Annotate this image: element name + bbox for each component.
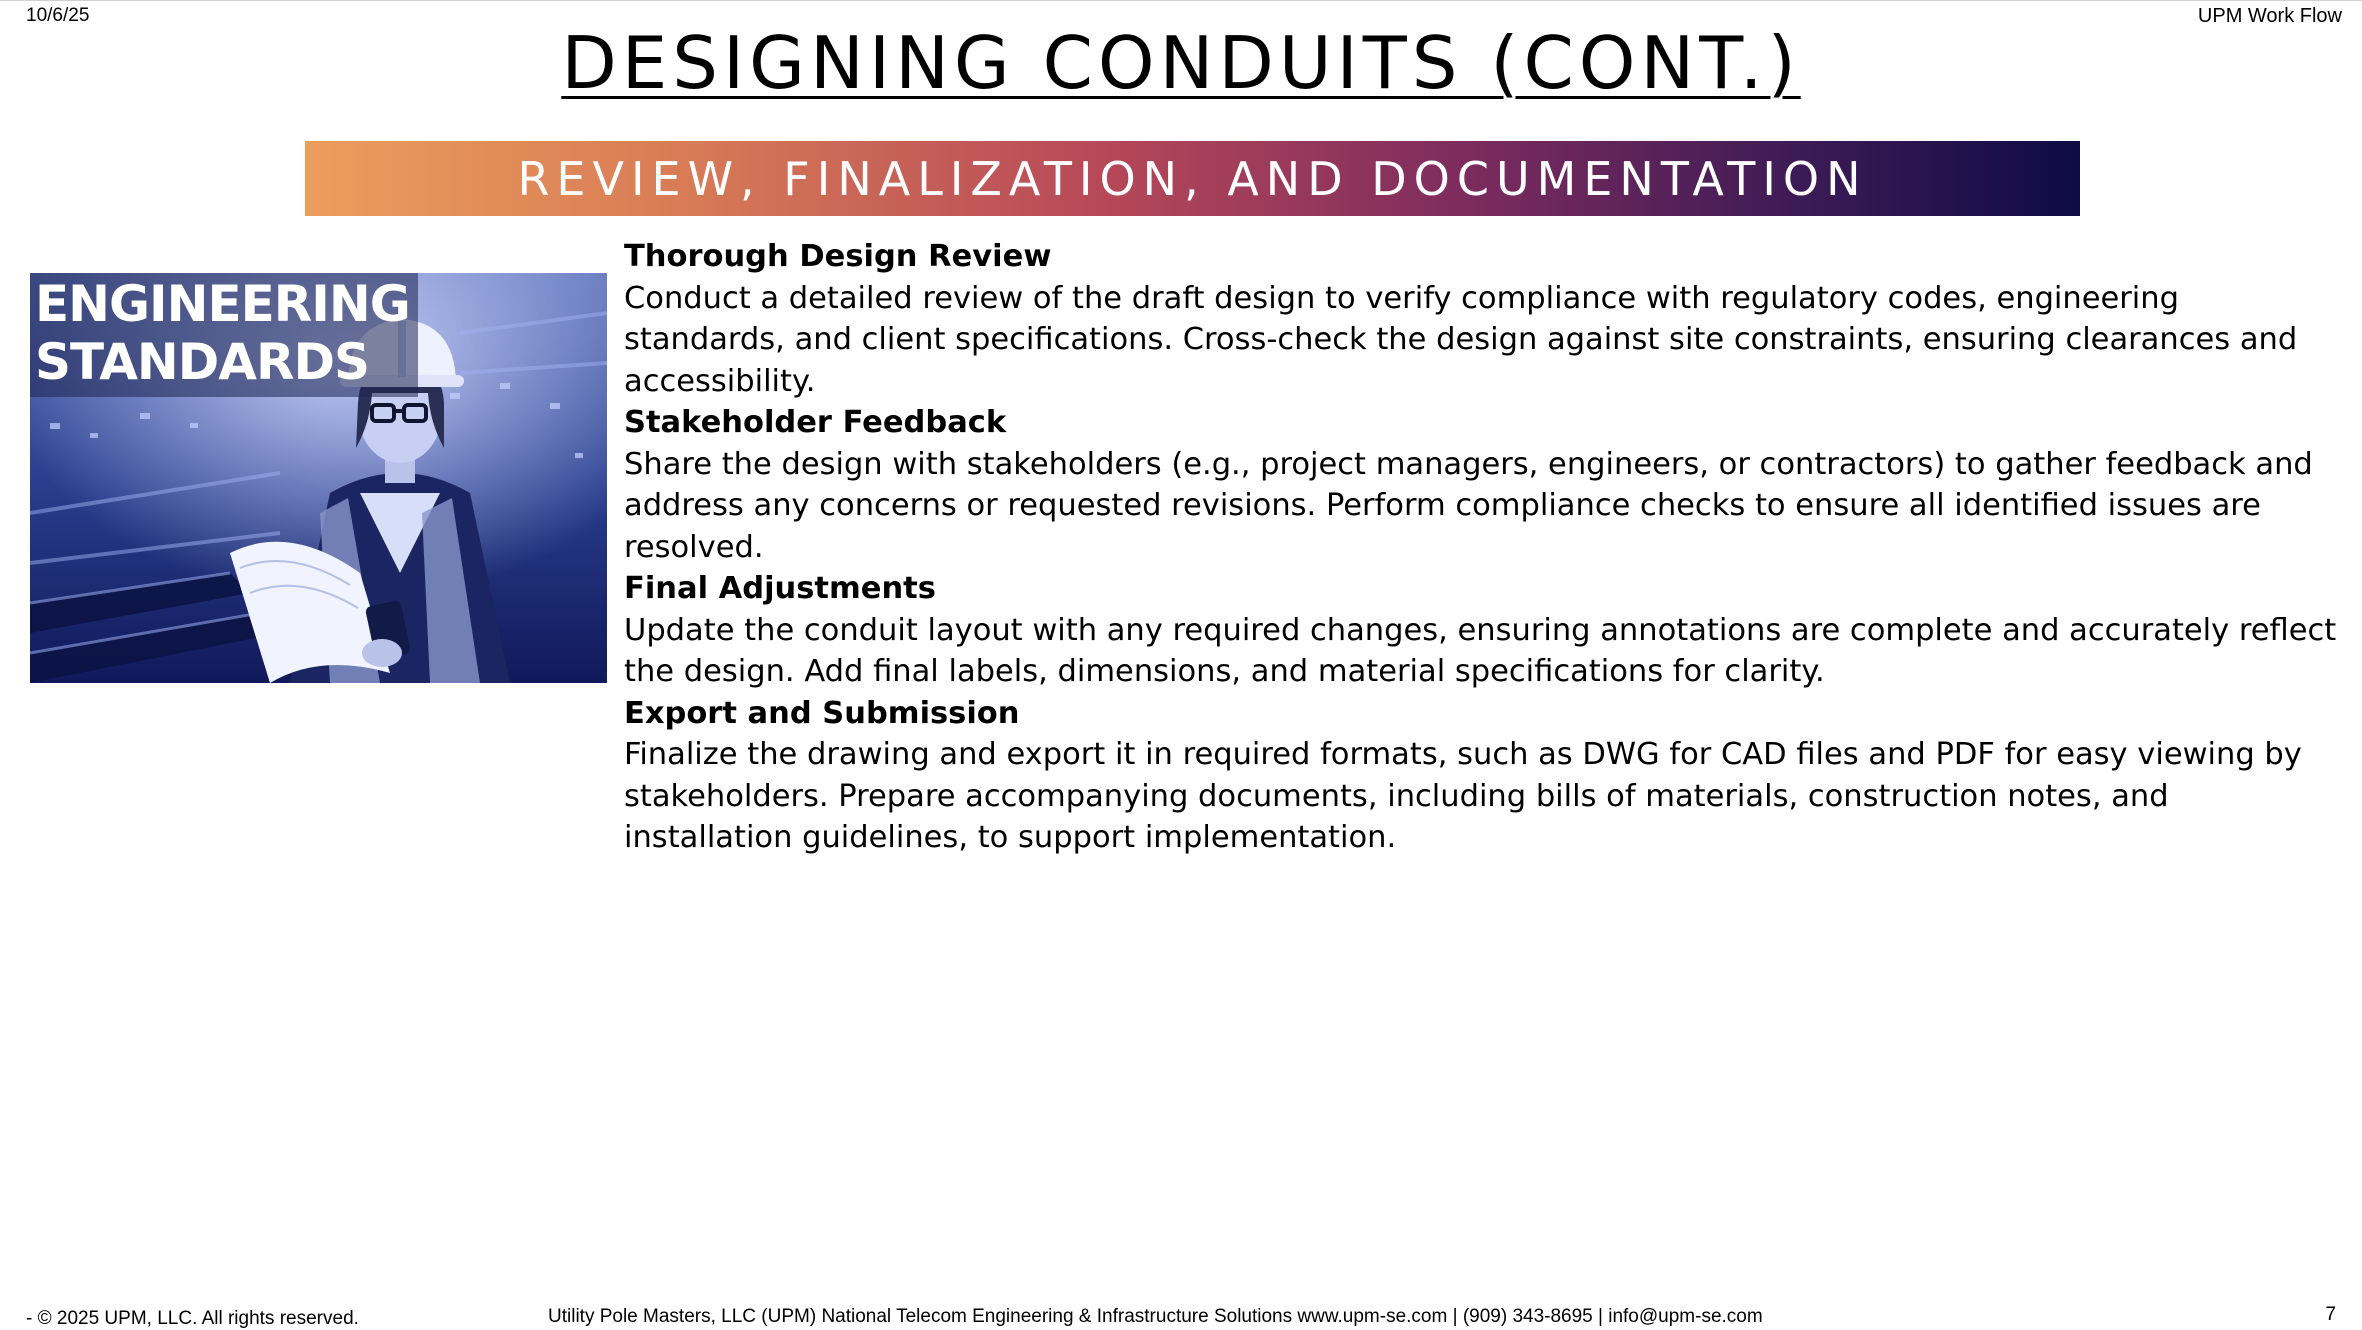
section-body: Update the conduit layout with any required changes, ensuring annotations are complete and accurately reflect the design. Add final labels, dimensions, and material specifications for clarity.: [624, 612, 2337, 689]
banner-text: REVIEW, FINALIZATION, AND DOCUMENTATION: [517, 151, 1868, 206]
slide-title: [0, 18, 2362, 108]
section-body: Conduct a detailed review of the draft design to verify compliance with regulatory codes, engineering standards, and client specifications. Cross-check the design against site constraints, ensuring clearances and accessibility.: [624, 280, 2298, 399]
section-heading: Final Adjustments: [624, 571, 936, 606]
top-rule: [0, 0, 2362, 1]
section-body: Share the design with stakeholders (e.g., project managers, engineers, or contractors) to gather feedback and address any concerns or requested revisions. Perform compliance checks to ensure all identified issues are resolved.: [624, 446, 2313, 565]
section-design-review: [624, 236, 2344, 402]
section-banner: [305, 141, 2080, 216]
section-body: Finalize the drawing and export it in required formats, such as DWG for CAD files and PDF for easy viewing by stakeholders. Prepare accompanying documents, including bills of materials, construction notes, and installation guidelines, to support implementation.: [624, 737, 2302, 855]
page-number: 7: [2325, 1304, 2336, 1325]
photo-label: [30, 273, 418, 397]
section-final-adjustments: [624, 568, 2344, 693]
section-export-submission: [624, 693, 2344, 859]
engineering-standards-photo: [30, 273, 607, 683]
slide-title-text: DESIGNING CONDUITS (CONT.): [561, 21, 1801, 105]
photo-label-line2: STANDARDS: [35, 333, 369, 391]
section-stakeholder-feedback: [624, 402, 2344, 568]
header-brand: UPM Work Flow: [2197, 5, 2342, 27]
section-heading: Thorough Design Review: [624, 239, 1052, 274]
photo-label-line1: ENGINEERING: [35, 275, 410, 333]
section-heading: Export and Submission: [624, 695, 1020, 731]
section-heading: Stakeholder Feedback: [624, 405, 1007, 440]
content-text: [624, 236, 2344, 859]
footer-company-info: Utility Pole Masters, LLC (UPM) National Telecom Engineering & Infrastructure Solutions www.upm-se.com | (909) 343-8695 | info@upm-se.com: [548, 1306, 1763, 1327]
footer-copyright: - © 2025 UPM, LLC. All rights reserved.: [26, 1308, 359, 1329]
header-date: 10/6/25: [26, 5, 90, 26]
